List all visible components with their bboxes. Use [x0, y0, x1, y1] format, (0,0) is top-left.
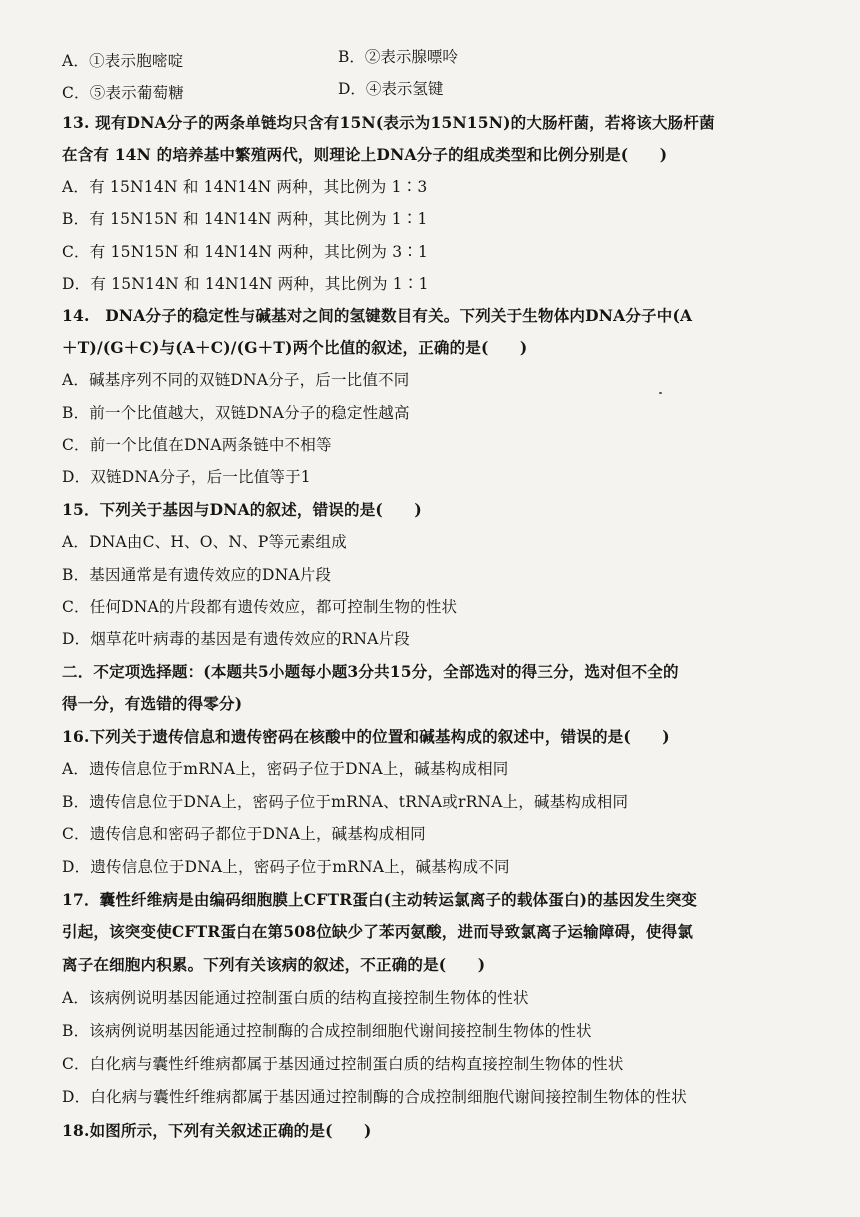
q16-option-d: D．遗传信息位于DNA上，密码子位于mRNA上，碱基构成不同	[62, 858, 510, 876]
q15-option-d: D．烟草花叶病毒的基因是有遗传效应的RNA片段	[62, 630, 410, 648]
q13-option-a: A．有 15N14N 和 14N14N 两种，其比例为 1∶3	[62, 178, 428, 196]
q16-stem: 16.下列关于遗传信息和遗传密码在核酸中的位置和碱基构成的叙述中，错误的是( )	[62, 727, 670, 746]
q14-stem-line2: ＋T)/(G＋C)与(A＋C)/(G＋T)两个比值的叙述，正确的是( )	[62, 338, 528, 357]
q12-option-b: B．②表示腺嘌呤	[338, 48, 458, 66]
q13-stem-line2: 在含有 14N 的培养基中繁殖两代，则理论上DNA分子的组成类型和比例分别是( )	[62, 145, 668, 164]
q16-option-a: A．遗传信息位于mRNA上，密码子位于DNA上，碱基构成相同	[62, 760, 509, 778]
q15-option-c: C．任何DNA的片段都有遗传效应，都可控制生物的性状	[62, 598, 458, 616]
q16-option-b: B．遗传信息位于DNA上，密码子位于mRNA、tRNA或rRNA上，碱基构成相同	[62, 793, 629, 811]
q13-stem-line1: 13. 现有DNA分子的两条单链均只含有15N(表示为15N15N)的大肠杆菌，若将该大肠杆菌	[62, 113, 715, 132]
section2-heading-line1: 二．不定项选择题：(本题共5小题每小题3分共15分，全部选对的得三分，选对但不全的	[62, 662, 679, 681]
section2-heading-line2: 得一分，有选错的得零分)	[62, 694, 243, 713]
q15-stem: 15．下列关于基因与DNA的叙述，错误的是( )	[62, 500, 422, 519]
q17-option-a: A．该病例说明基因能通过控制蛋白质的结构直接控制生物体的性状	[62, 989, 529, 1007]
q12-option-a: A．①表示胞嘧啶	[62, 52, 184, 70]
q17-stem-line2: 引起，该突变使CFTR蛋白在第508位缺少了苯丙氨酸，进而导致氯离子运输障碍，使得氯	[62, 922, 694, 941]
q16-option-c: C．遗传信息和密码子都位于DNA上，碱基构成相同	[62, 825, 426, 843]
q17-option-c: C．白化病与囊性纤维病都属于基因通过控制蛋白质的结构直接控制生物体的性状	[62, 1055, 624, 1073]
q17-option-b: B．该病例说明基因能通过控制酶的合成控制细胞代谢间接控制生物体的性状	[62, 1022, 592, 1040]
q14-option-b: B．前一个比值越大，双链DNA分子的稳定性越高	[62, 404, 410, 422]
q14-option-c: C．前一个比值在DNA两条链中不相等	[62, 436, 332, 454]
q12-option-c: C．⑤表示葡萄糖	[62, 84, 184, 102]
q15-option-a: A．DNA由C、H、O、N、P等元素组成	[62, 533, 347, 551]
q17-stem-line1: 17．囊性纤维病是由编码细胞膜上CFTR蛋白(主动转运氯离子的载体蛋白)的基因发生突变	[62, 890, 698, 909]
q14-stem-line1: 14. DNA分子的稳定性与碱基对之间的氢键数目有关。下列关于生物体内DNA分子中(A	[62, 306, 693, 325]
scan-speck	[659, 392, 662, 394]
q12-option-d: D．④表示氢键	[338, 80, 444, 98]
q14-option-d: D．双链DNA分子，后一比值等于1	[62, 468, 311, 486]
q15-option-b: B．基因通常是有遗传效应的DNA片段	[62, 566, 332, 584]
q18-stem: 18.如图所示，下列有关叙述正确的是( )	[62, 1121, 372, 1140]
q13-option-b: B．有 15N15N 和 14N14N 两种，其比例为 1∶1	[62, 210, 428, 228]
q14-option-a: A．碱基序列不同的双链DNA分子，后一比值不同	[62, 371, 410, 389]
q13-option-c: C．有 15N15N 和 14N14N 两种，其比例为 3∶1	[62, 243, 429, 261]
q17-stem-line3: 离子在细胞内积累。下列有关该病的叙述，不正确的是( )	[62, 955, 486, 974]
q13-option-d: D．有 15N14N 和 14N14N 两种，其比例为 1∶1	[62, 275, 429, 293]
q17-option-d: D．白化病与囊性纤维病都属于基因通过控制酶的合成控制细胞代谢间接控制生物体的性状	[62, 1088, 687, 1106]
